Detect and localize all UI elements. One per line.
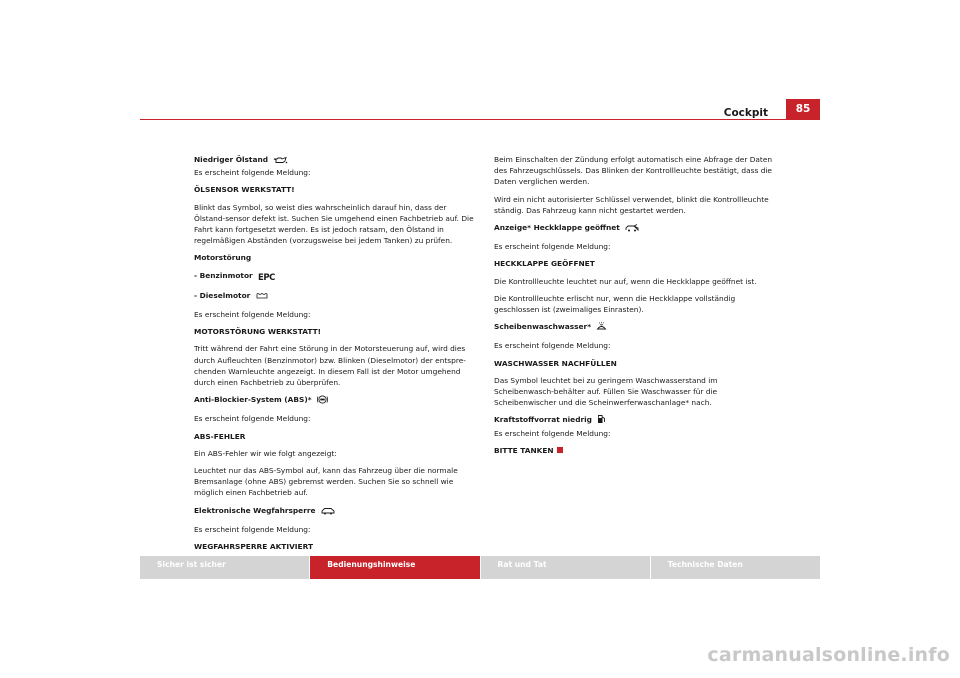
abs-heading-line [194,394,476,407]
section-end-marker [557,447,563,453]
engine-petrol-label: - Benzinmotor [194,270,253,280]
immobilizer-car-icon [321,507,335,518]
abs-msg-intro: Es erscheint folgende Meldung: [194,414,311,424]
abs-text-2: Leuchtet nur das ABS-Symbol auf, kann das Fahrzeug über die normale Bremsanlage (ohne ABS) gebremst werden. Suchen Sie so schnell wie möglich einen Fachbetrieb auf. [194,466,458,498]
washer-fluid-icon [596,321,607,334]
fuel-msg-line [494,445,776,456]
engine-fault-heading: Motorstörung [194,253,252,263]
oil-msg: ÖLSENSOR WERKSTATT! [194,185,295,195]
engine-diesel-label: - Dieselmotor [194,290,251,300]
tab-bedienungshinweise[interactable]: Bedienungshinweise [309,556,479,579]
tailgate-msg-intro: Es erscheint folgende Meldung: [494,242,611,252]
epc-icon [258,272,275,284]
oil-level-section [194,154,476,167]
tailgate-text-1: Die Kontrollleuchte leuchtet nur auf, wenn die Heckklappe geöffnet ist. [494,276,757,286]
tab-technische-daten[interactable]: Technische Daten [650,556,820,579]
immobilizer-heading: Elektronische Wegfahrsperre [194,505,316,515]
engine-msg-intro: Es erscheint folgende Meldung: [194,310,311,320]
tab-rat-und-tat[interactable]: Rat und Tat [480,556,650,579]
washer-msg: WASCHWASSER NACHFÜLLEN [494,358,617,368]
abs-text-1: Ein ABS-Fehler wir wie folgt angezeigt: [194,448,337,458]
tailgate-text-2: Die Kontrollleuchte erlischt nur, wenn die Heckklappe vollständig geschlossen ist (zweimaliges Einrasten). [494,293,736,315]
immobilizer-msg: WEGFAHRSPERRE AKTIVIERT [194,542,314,552]
tailgate-heading-line [494,222,776,235]
tailgate-heading: Anzeige* Heckklappe geöffnet [494,223,620,233]
fuel-pump-icon [597,414,606,427]
glow-plug-icon [256,292,268,303]
right-column [494,154,776,462]
abs-msg: ABS-FEHLER [194,431,246,441]
fuel-msg: BITTE TANKEN [494,445,554,455]
washer-heading-line [494,321,776,334]
oil-level-heading: Niedriger Ölstand [194,155,269,164]
immobilizer-text-1: Beim Einschalten der Zündung erfolgt automatisch eine Abfrage der Daten des Fahrzeugschlüssels. Das Blinken der Kontrollleuchte bestätigt, dass die Daten verglichen werden. [494,155,773,187]
engine-diesel-line [194,290,476,303]
tab-sicher-ist-sicher[interactable]: Sicher ist sicher [140,556,309,579]
abs-heading: Anti-Blockier-System (ABS)* [194,395,312,405]
fuel-heading: Kraftstoffvorrat niedrig [494,415,592,425]
engine-petrol-line [194,270,476,284]
footer-tab-bar [140,556,820,579]
engine-msg: MOTORSTÖRUNG WERKSTATT! [194,327,321,337]
immobilizer-heading-line [194,505,476,518]
fuel-msg-intro: Es erscheint folgende Meldung: [494,428,611,438]
abs-icon [317,395,328,407]
tailgate-msg: HECKKLAPPE GEÖFFNET [494,259,595,269]
left-column [194,154,476,558]
page-header-title: Cockpit [723,107,768,119]
oil-text: Blinkt das Symbol, so weist dies wahrscheinlich darauf hin, dass der Ölstand-sensor defekt ist. Suchen Sie umgehend einen Fachbetrieb auf. Die Fahrt kann fortgesetzt werden. Es ist jedoch ratsam, den Ölstand in regelmäßigen Abständen (vorzugsweise bei jedem Tanken) zu prüfen. [194,202,474,246]
tailgate-open-icon [625,224,639,235]
header-divider [140,119,820,120]
immobilizer-text-2: Wird ein nicht autorisierter Schlüssel verwendet, blinkt die Kontrollleuchte ständig. Das Fahrzeug kann nicht gestartet werden. [494,194,769,215]
watermark: carmanualsonline.info [707,644,950,666]
washer-text: Das Symbol leuchtet bei zu geringem Waschwasserstand im Scheibenwasch-behälter auf. Füllen Sie Waschwasser für die Scheibenwischer und die Scheinwerferwaschanlage* nach. [494,375,718,408]
oil-msg-intro: Es erscheint folgende Meldung: [194,168,311,178]
immobilizer-msg-intro: Es erscheint folgende Meldung: [194,524,311,534]
washer-heading: Scheibenwaschwasser* [494,322,592,332]
page-number-badge: 85 [786,99,820,119]
engine-text: Tritt während der Fahrt eine Störung in der Motorsteuerung auf, wird dies durch Aufleuchten (Benzinmotor) bzw. Blinken (Dieselmotor) der entspre-chenden Warnleuchte angezeigt. In diesem Fall ist der Motor umgehend durch einen Fachbetrieb zu überprüfen. [194,344,466,388]
oil-can-icon [273,156,288,167]
fuel-heading-line [494,414,776,427]
washer-msg-intro: Es erscheint folgende Meldung: [494,341,611,351]
epc-icon-label: EPC [258,272,275,283]
